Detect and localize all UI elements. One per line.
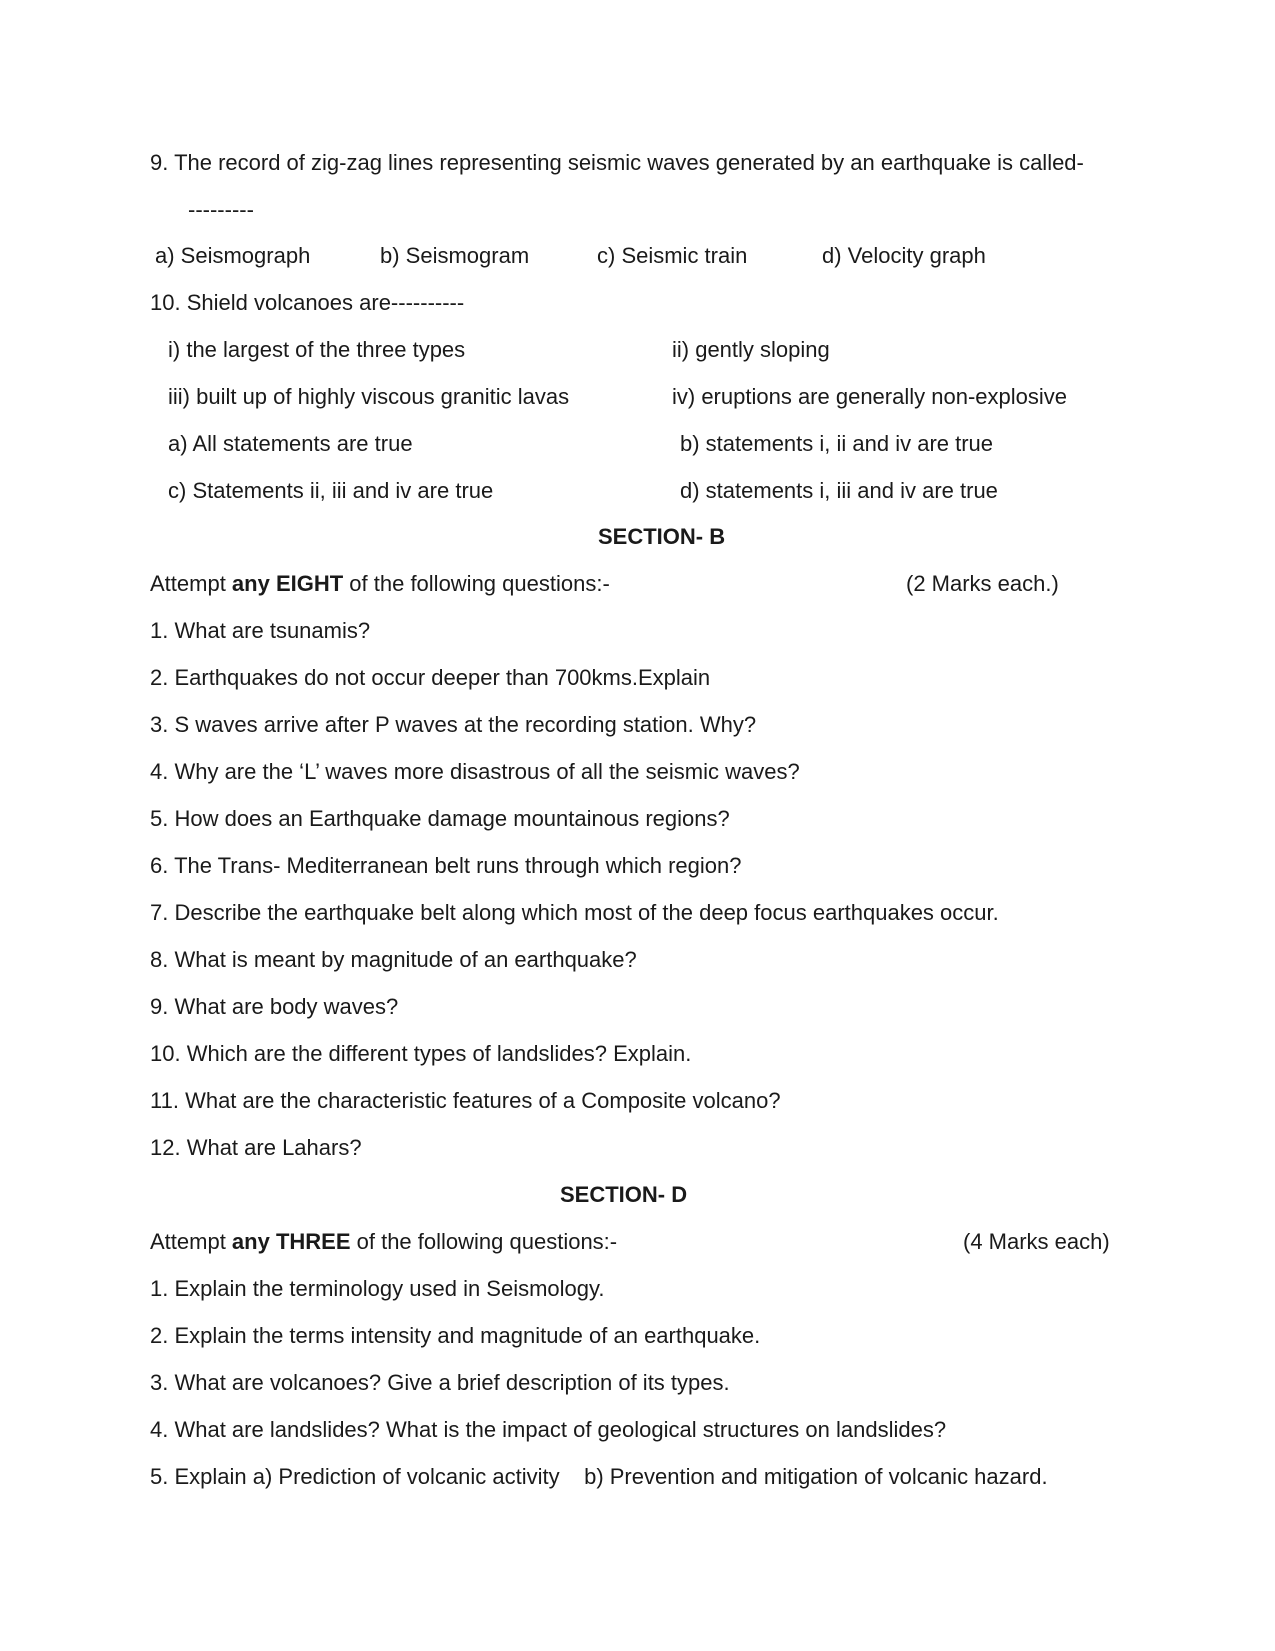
section-b-question: 9. What are body waves? [150,994,399,1019]
section-d-marks: (4 Marks each) [963,1229,1110,1254]
q10-option-c: c) Statements ii, iii and iv are true [168,478,494,503]
section-b-question: 12. What are Lahars? [150,1135,362,1160]
q10-statement-iv: iv) eruptions are generally non-explosive [672,384,1067,409]
q9-option-b: b) Seismogram [380,243,530,268]
section-b-question: 2. Earthquakes do not occur deeper than 700kms.Explain [150,665,711,690]
section-b-question: 10. Which are the different types of landslides? Explain. [150,1041,692,1066]
section-d-question: 4. What are landslides? What is the impact of geological structures on landslides? [150,1417,947,1442]
section-d-instruction-bold: any THREE [231,1229,351,1254]
q10-statement-ii: ii) gently sloping [672,337,830,362]
q10-option-b: b) statements i, ii and iv are true [680,431,994,456]
question-10-text: 10. Shield volcanoes are---------- [150,290,465,315]
section-b-question: 4. Why are the ‘L’ waves more disastrous of all the seismic waves? [150,759,800,784]
section-d-instruction-prefix: Attempt [150,1229,232,1254]
q10-statement-iii: iii) built up of highly viscous granitic lavas [168,384,570,409]
section-b-instruction-prefix: Attempt [150,571,232,596]
section-b-question: 7. Describe the earthquake belt along which most of the deep focus earthquakes occur. [150,900,999,925]
section-b-question: 11. What are the characteristic features of a Composite volcano? [150,1088,781,1113]
q10-statement-i: i) the largest of the three types [168,337,466,362]
section-b-question: 1. What are tsunamis? [150,618,371,643]
section-d-question: 2. Explain the terms intensity and magnitude of an earthquake. [150,1323,761,1348]
section-b-heading: SECTION- B [598,524,726,549]
section-b-question: 3. S waves arrive after P waves at the recording station. Why? [150,712,757,737]
section-b-question: 6. The Trans- Mediterranean belt runs through which region? [150,853,742,878]
question-9-blank: --------- [188,197,254,222]
section-b-instruction-bold: any EIGHT [231,571,344,596]
q9-option-a: a) Seismograph [155,243,311,268]
q9-option-c: c) Seismic train [597,243,748,268]
q9-option-d: d) Velocity graph [822,243,986,268]
section-d-question: 5. Explain a) Prediction of volcanic activity b) Prevention and mitigation of volcanic hazard. [150,1464,1048,1489]
section-d-question: 3. What are volcanoes? Give a brief description of its types. [150,1370,730,1395]
section-b-instruction-suffix: of the following questions:- [343,571,610,596]
q10-option-d: d) statements i, iii and iv are true [680,478,998,503]
section-b-marks: (2 Marks each.) [906,571,1059,596]
section-b-instruction [150,571,610,597]
section-d-instruction [150,1229,617,1255]
question-9-text: 9. The record of zig-zag lines representing seismic waves generated by an earthquake is called- [150,150,1084,175]
section-d-heading: SECTION- D [560,1182,688,1207]
section-b-question: 5. How does an Earthquake damage mountainous regions? [150,806,730,831]
section-b-question: 8. What is meant by magnitude of an earthquake? [150,947,637,972]
section-d-question: 1. Explain the terminology used in Seismology. [150,1276,605,1301]
section-d-instruction-suffix: of the following questions:- [350,1229,618,1254]
q10-option-a: a) All statements are true [168,431,413,456]
